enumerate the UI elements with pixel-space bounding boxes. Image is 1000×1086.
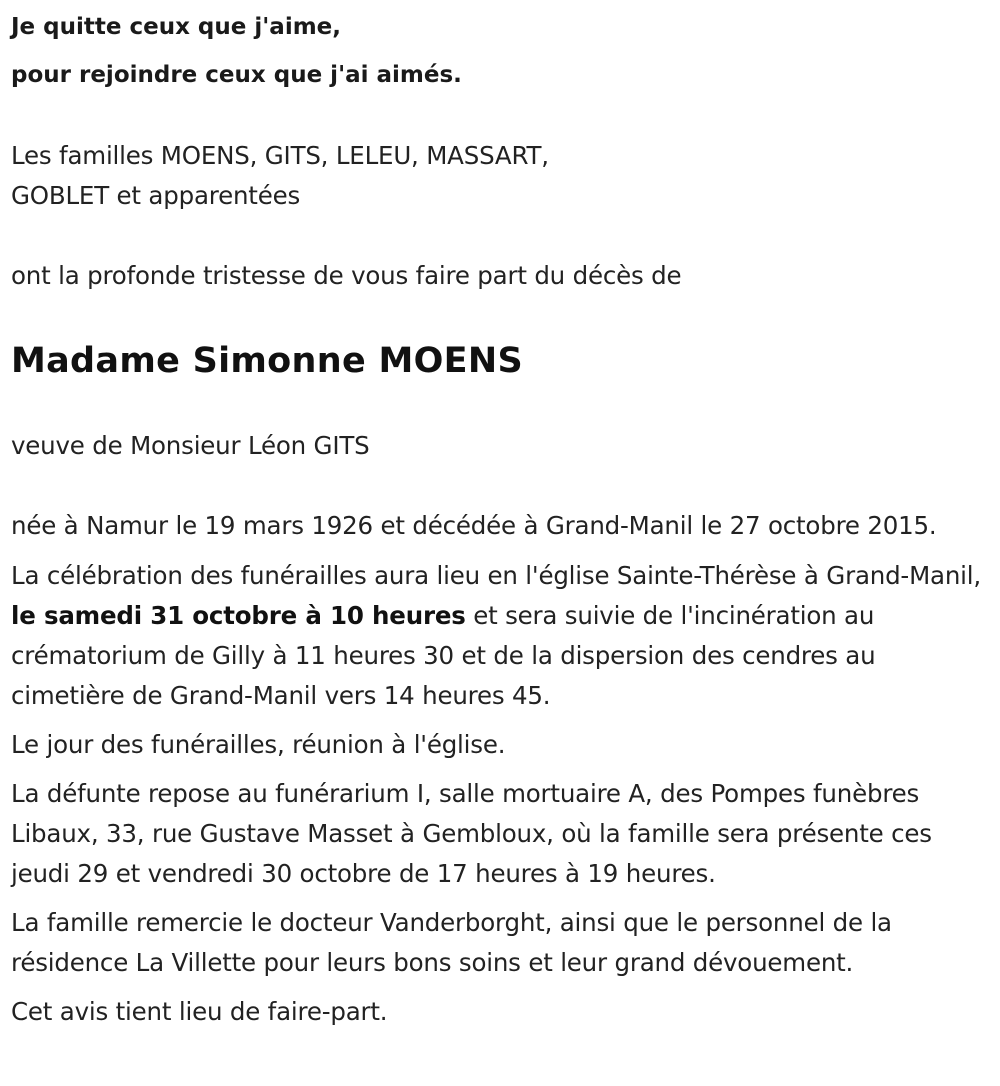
families-line-2: GOBLET et apparentées [11,181,301,210]
quote-line-2: pour rejoindre ceux que j'ai aimés. [11,62,462,88]
closing-paragraph: Cet avis tient lieu de faire-part. [11,997,388,1026]
obituary-notice [11,0,991,1032]
deceased-name: Madame Simonne MOENS [11,341,523,381]
funeral-text-part-1: La célébration des funérailles aura lieu en l'église Sainte-Thérèse à Grand-Manil, [11,561,981,590]
funeral-text-part-2: et sera suivie de l'incinération au crématorium de Gilly à 11 heures 30 et de la dispersion des cendres au cimetière de Grand-Manil vers 14 heures 45. [11,601,876,710]
families-block [11,136,991,216]
funeral-date-time: le samedi 31 octobre à 10 heures [11,601,466,630]
announcement-text: ont la profonde tristesse de vous faire part du décès de [11,261,682,290]
widow-of-text: veuve de Monsieur Léon GITS [11,431,370,460]
families-line-1: Les familles MOENS, GITS, LELEU, MASSART, [11,141,549,170]
quote-line-1: Je quitte ceux que j'aime, [11,14,342,40]
funeral-paragraph [11,556,991,716]
thanks-paragraph: La famille remercie le docteur Vanderborght, ainsi que le personnel de la résidence La Villette pour leurs bons soins et leur grand dévouement. [11,908,892,977]
meeting-paragraph: Le jour des funérailles, réunion à l'église. [11,730,506,759]
rest-paragraph: La défunte repose au funérarium I, salle mortuaire A, des Pompes funèbres Libaux, 33, rue Gustave Masset à Gembloux, où la famille sera présente ces jeudi 29 et vendredi 30 octobre de 17 heures à 19 heures. [11,779,932,888]
birth-death-text: née à Namur le 19 mars 1926 et décédée à Grand-Manil le 27 octobre 2015. [11,511,937,540]
